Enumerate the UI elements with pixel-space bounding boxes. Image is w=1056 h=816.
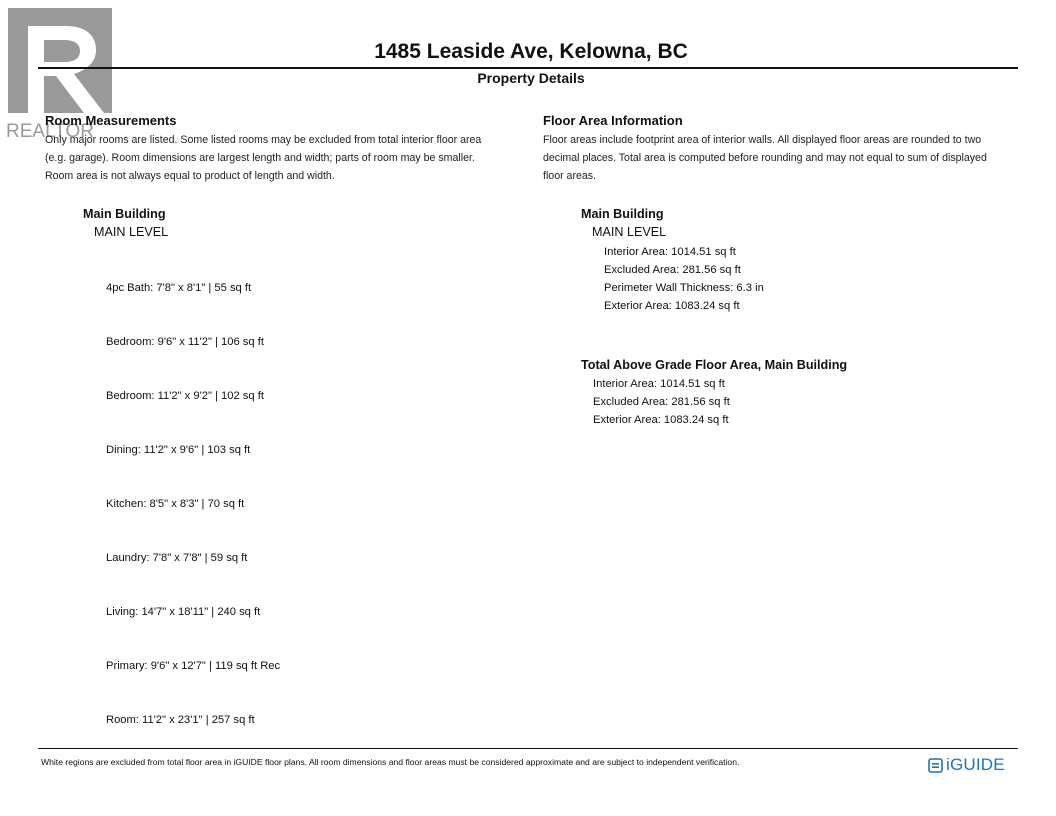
room-row: Laundry: 7'8" x 7'8" | 59 sq ft bbox=[106, 552, 248, 564]
note-line: decimal places. Total area is computed before rounding and may not equal to sum of displayed bbox=[543, 152, 987, 164]
footer-divider bbox=[38, 748, 1018, 749]
page-subtitle: Property Details bbox=[477, 70, 585, 86]
room-row: Living: 14'7" x 18'11" | 240 sq ft bbox=[106, 606, 261, 618]
room-row: Bedroom: 9'6" x 11'2" | 106 sq ft bbox=[106, 336, 264, 348]
iguide-mark-icon bbox=[928, 758, 943, 773]
room-building-label: Main Building bbox=[83, 207, 166, 221]
floor-level-label: MAIN LEVEL bbox=[592, 225, 667, 239]
total-area-row: Excluded Area: 281.56 sq ft bbox=[593, 396, 730, 408]
room-row: 4pc Bath: 7'8" x 8'1" | 55 sq ft bbox=[106, 282, 252, 294]
room-level-label: MAIN LEVEL bbox=[94, 225, 169, 239]
floor-area-row: Perimeter Wall Thickness: 6.3 in bbox=[604, 282, 764, 294]
floor-area-list bbox=[604, 243, 764, 315]
room-row: Bedroom: 11'2" x 9'2" | 102 sq ft bbox=[106, 390, 264, 402]
note-line: Only major rooms are listed. Some listed rooms may be excluded from total interior floor area bbox=[45, 134, 482, 146]
room-row: Primary: 9'6" x 12'7" | 119 sq ft Rec bbox=[106, 660, 281, 672]
note-line: (e.g. garage). Room dimensions are largest length and width; parts of room may be smaller. bbox=[45, 152, 475, 164]
total-area-row: Interior Area: 1014.51 sq ft bbox=[593, 378, 725, 390]
total-area-row: Exterior Area: 1083.24 sq ft bbox=[593, 414, 729, 426]
room-list bbox=[106, 243, 280, 747]
note-line: floor areas. bbox=[543, 170, 596, 182]
floor-area-row: Interior Area: 1014.51 sq ft bbox=[604, 246, 736, 258]
floor-area-note bbox=[543, 131, 987, 185]
note-line: Floor areas include footprint area of interior walls. All displayed floor areas are rounded to two bbox=[543, 134, 982, 146]
footer-disclaimer: White regions are excluded from total floor area in iGUIDE floor plans. All room dimensions and floor areas must be considered approximate and are subject to independent verification. bbox=[41, 757, 740, 767]
total-floor-area-list bbox=[593, 375, 730, 429]
iguide-brand-text: iGUIDE bbox=[946, 755, 1005, 774]
room-row: Dining: 11'2" x 9'6" | 103 sq ft bbox=[106, 444, 251, 456]
note-line: Room area is not always equal to product of length and width. bbox=[45, 170, 335, 182]
floor-area-heading: Floor Area Information bbox=[543, 113, 683, 128]
room-measurements-heading: Room Measurements bbox=[45, 113, 177, 128]
room-row: Kitchen: 8'5" x 8'3" | 70 sq ft bbox=[106, 498, 245, 510]
total-floor-area-heading: Total Above Grade Floor Area, Main Building bbox=[581, 358, 848, 372]
page-title: 1485 Leaside Ave, Kelowna, BC bbox=[374, 40, 688, 63]
room-measurements-note bbox=[45, 131, 481, 185]
iguide-logo bbox=[928, 753, 1005, 777]
header-divider bbox=[38, 67, 1018, 69]
realtor-logo-text: REALTOR bbox=[6, 121, 94, 140]
floor-building-label: Main Building bbox=[581, 207, 664, 221]
floor-area-row: Excluded Area: 281.56 sq ft bbox=[604, 264, 741, 276]
floor-area-row: Exterior Area: 1083.24 sq ft bbox=[604, 300, 740, 312]
room-row: Room: 11'2" x 23'1" | 257 sq ft bbox=[106, 714, 255, 726]
